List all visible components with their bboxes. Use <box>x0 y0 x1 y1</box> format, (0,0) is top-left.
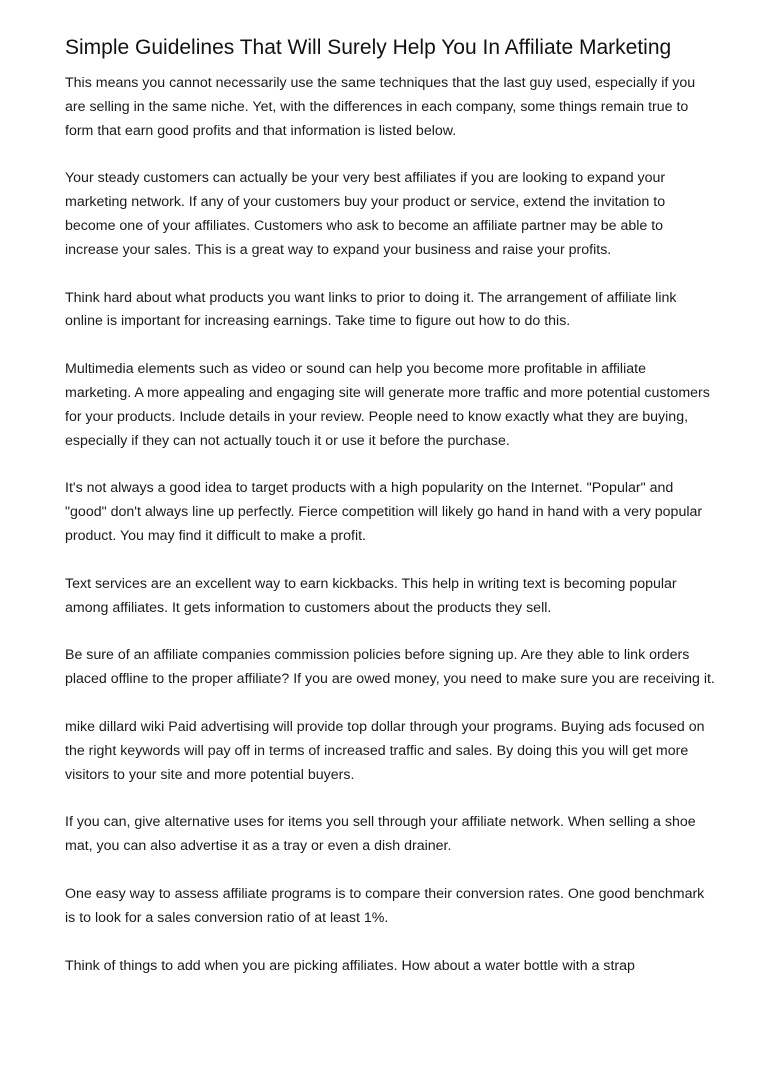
document-page <box>65 36 715 978</box>
paragraph-5: It's not always a good idea to target products with a high popularity on the Internet. "Popular" and "good" don't always line up perfectly. Fierce competition will likely go hand in hand with a very popular product. You may find it difficult to make a profit. <box>65 480 703 544</box>
paragraph-8: mike dillard wiki Paid advertising will provide top dollar through your programs. Buying ads focused on the right keywords will pay off in terms of increased traffic and sales. By doing this you will get more visitors to your site and more potential buyers. <box>65 718 705 783</box>
document-body <box>65 72 715 978</box>
paragraph-1: This means you cannot necessarily use the same techniques that the last guy used, especially if you are selling in the same niche. Yet, with the differences in each company, some things remain true to form that earn good profits and that information is listed below. <box>65 75 696 139</box>
paragraph-3: Think hard about what products you want links to prior to doing it. The arrangement of affiliate link online is important for increasing earnings. Take time to figure out how to do this. <box>65 289 677 330</box>
paragraph-7: Be sure of an affiliate companies commission policies before signing up. Are they able to link orders placed offline to the proper affiliate? If you are owed money, you need to make sure you are receiving it. <box>65 647 715 688</box>
paragraph-4: Multimedia elements such as video or sound can help you become more profitable in affiliate marketing. A more appealing and engaging site will generate more traffic and more potential customers for your products. Include details in your review. People need to know exactly what they are buying, especially if they can not actually touch it or use it before the purchase. <box>65 361 710 449</box>
paragraph-6: Text services are an excellent way to earn kickbacks. This help in writing text is becoming popular among affiliates. It gets information to customers about the products they sell. <box>65 575 677 616</box>
document-title: Simple Guidelines That Will Surely Help You In Affiliate Marketing <box>65 36 672 59</box>
paragraph-2: Your steady customers can actually be your very best affiliates if you are looking to expand your marketing network. If any of your customers buy your product or service, extend the invitation to become one of your affiliates. Customers who ask to become an affiliate partner may be able to increase your sales. This is a great way to expand your business and raise your profits. <box>65 170 666 258</box>
paragraph-9: If you can, give alternative uses for items you sell through your affiliate network. When selling a shoe mat, you can also advertise it as a tray or even a dish drainer. <box>65 814 696 855</box>
paragraph-11: Think of things to add when you are picking affiliates. How about a water bottle with a strap <box>65 957 635 974</box>
paragraph-10: One easy way to assess affiliate programs is to compare their conversion rates. One good benchmark is to look for a sales conversion ratio of at least 1%. <box>65 885 705 926</box>
